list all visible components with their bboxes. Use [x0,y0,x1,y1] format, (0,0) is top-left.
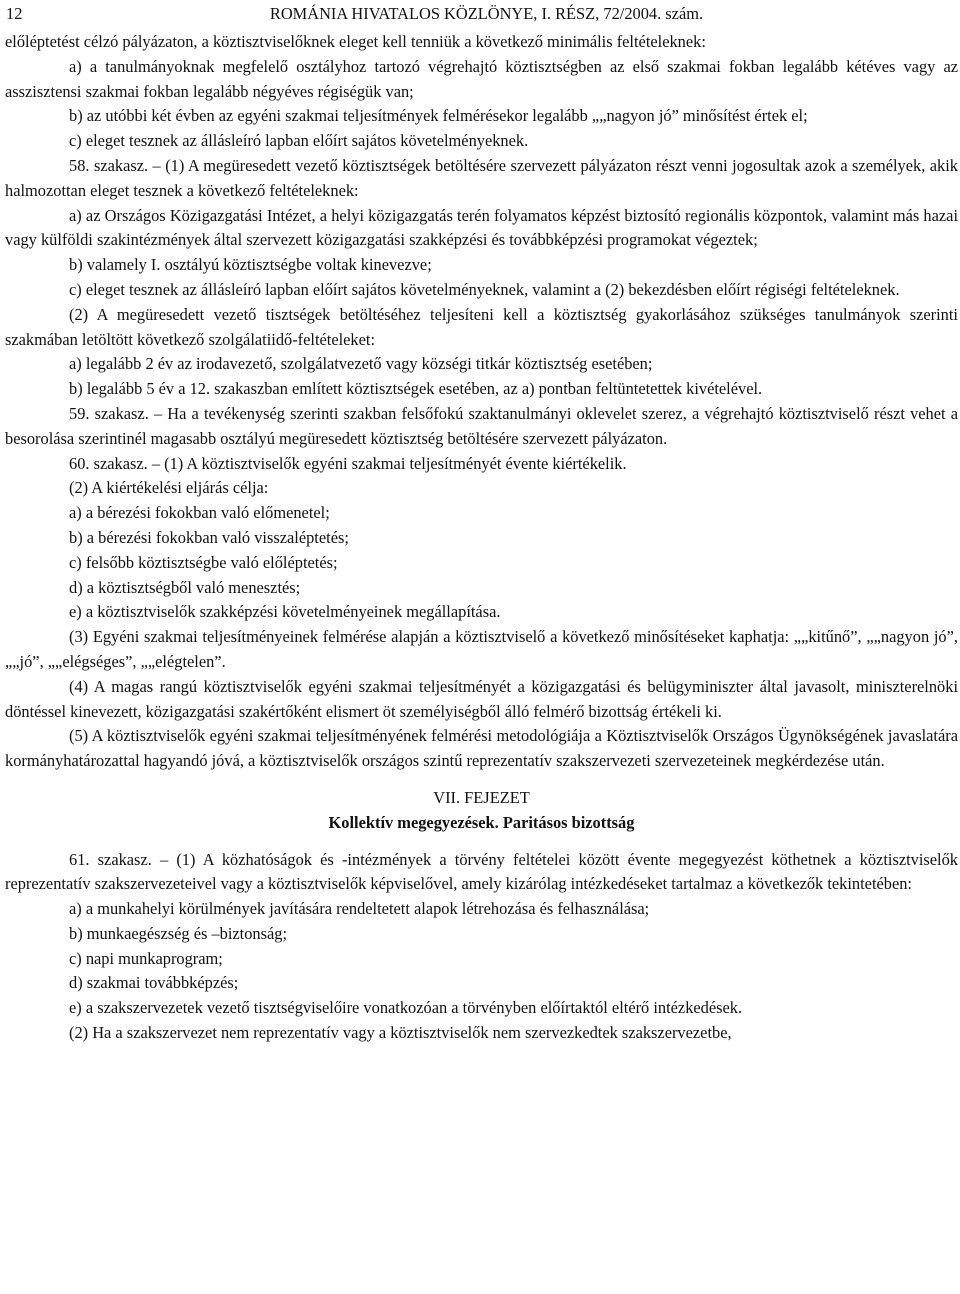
paragraph: c) eleget tesznek az állásleíró lapban előírt sajátos követelményeknek. [69,131,529,151]
section-59: 59. szakasz. – Ha a tevékenység szerinti szakban felsőfokú szaktanulmányi oklevelet szerez, a végrehajtó köztisztviselő részt vehet a besorolása szerintinél magasabb osztályú megüresedett köztisztség betöltésére szervezett pályázaton. [5,403,958,448]
paragraph: (4) A magas rangú köztisztviselők egyéni szakmai teljesítményét a közigazgatási és belügyminiszter által javasolt, miniszterelnöki döntéssel kinevezett, közigazgatási szakértőként elismert öt személyiségből álló felmérő bizottság értékeli ki. [5,676,958,721]
paragraph: a) az Országos Közigazgatási Intézet, a helyi közigazgatás terén folyamatos képzést biztosító regionális központok, valamint más hazai vagy külföldi szakintézmények által szervezett közigazgatási szakképzési és továbbképzési programokat végeztek; [5,205,958,250]
paragraph: a) legalább 2 év az irodavezető, szolgálatvezető vagy községi titkár köztisztség esetében; [69,354,653,374]
list-item: b) a bérezési fokokban való visszaléptetés; [69,527,349,547]
chapter-number: VII. FEJEZET [433,787,530,807]
page-header [5,2,958,26]
section-61: 61. szakasz. – (1) A közhatóságok és -intézmények a törvény feltételei között évente megegyezést köthetnek a köztisztviselők reprezentatív szakszervezeteivel vagy a köztisztviselők képviselővel, amely kizárólag intézkedéseket tartalmaz a következők tekintetében: [5,849,958,894]
list-item: c) felsőbb köztisztségbe való előléptetés; [69,552,338,572]
paragraph: (5) A köztisztviselők egyéni szakmai teljesítményének felmérési metodológiája a Köztisztviselők Országos Ügynökségének javaslatára kormányhatározattal hagyandó jóvá, a köztisztviselők országos szintű reprezentatív szakszervezeti szervezeteinek megkérdezése után. [5,726,958,771]
list-item: c) napi munkaprogram; [69,948,223,968]
paragraph: b) valamely I. osztályú köztisztségbe voltak kinevezve; [69,255,432,275]
list-item: a) a bérezési fokokban való előmenetel; [69,503,330,523]
running-title: ROMÁNIA HIVATALOS KÖZLÖNYE, I. RÉSZ, 72/2004. szám. [269,4,704,23]
list-item: d) szakmai továbbképzés; [69,973,239,993]
list-item: a) a munkahelyi körülmények javítására rendeltetett alapok létrehozása és felhasználása; [69,899,650,919]
paragraph: (2) A megüresedett vezető tisztségek betöltéséhez teljesíteni kell a köztisztség gyakorlásához szükséges tanulmányok szerinti szakmában letöltött következő szolgálatiidő-feltételeket: [5,304,958,349]
list-item: e) a köztisztviselők szakképzési követelményeinek megállapítása. [69,602,501,622]
paragraph: a) a tanulmányoknak megfelelő osztályhoz tartozó végrehajtó köztisztségben az első szakmai fokban legalább kétéves vagy az asszisztensi szakmai fokban legalább négyéves régiségük van; [5,56,958,101]
paragraph: c) eleget tesznek az állásleíró lapban előírt sajátos követelményeknek, valamint a (2) bekezdésben előírt régiségi feltételeknek. [69,279,900,299]
section-58: 58. szakasz. – (1) A megüresedett vezető köztisztségek betöltésére szervezett pályázaton részt venni jogosultak azok a személyek, akik halmozottan eleget tesznek a következő feltételeknek: [5,155,958,200]
document-body [5,30,958,1046]
list-item: b) munkaegészség és –biztonság; [69,923,288,943]
paragraph: (3) Egyéni szakmai teljesítményeinek felmérése alapján a köztisztviselő a következő minősítéseket kaphatja: „„kitűnő”, „„nagyon jó”, „„jó”, „„elégséges”, „„elégtelen”. [5,627,958,671]
page-number: 12 [6,4,23,23]
paragraph: előléptetést célzó pályázaton, a köztisztviselőknek eleget kell tenniük a következő minimális feltételeknek: [5,32,706,51]
paragraph: (2) A kiértékelési eljárás célja: [69,478,269,498]
paragraph: b) az utóbbi két évben az egyéni szakmai teljesítmények felmérésekor legalább „„nagyon jó” minősítést értek el; [69,106,808,126]
document-page [5,0,958,1046]
list-item: e) a szakszervezetek vezető tisztségviselőire vonatkozóan a törvényben előírtaktól eltérő intézkedések. [69,998,743,1018]
list-item: d) a köztisztségből való menesztés; [69,577,301,597]
chapter-title: Kollektív megegyezések. Paritásos bizottság [328,812,635,832]
section-60: 60. szakasz. – (1) A köztisztviselők egyéni szakmai teljesítményét évente kiértékelik. [69,453,627,473]
paragraph: (2) Ha a szakszervezet nem reprezentatív vagy a köztisztviselők nem szervezkedtek szakszervezetbe, [69,1023,732,1043]
paragraph: b) legalább 5 év a 12. szakaszban említett köztisztségek esetében, az a) pontban feltüntetettek kivételével. [69,379,763,399]
